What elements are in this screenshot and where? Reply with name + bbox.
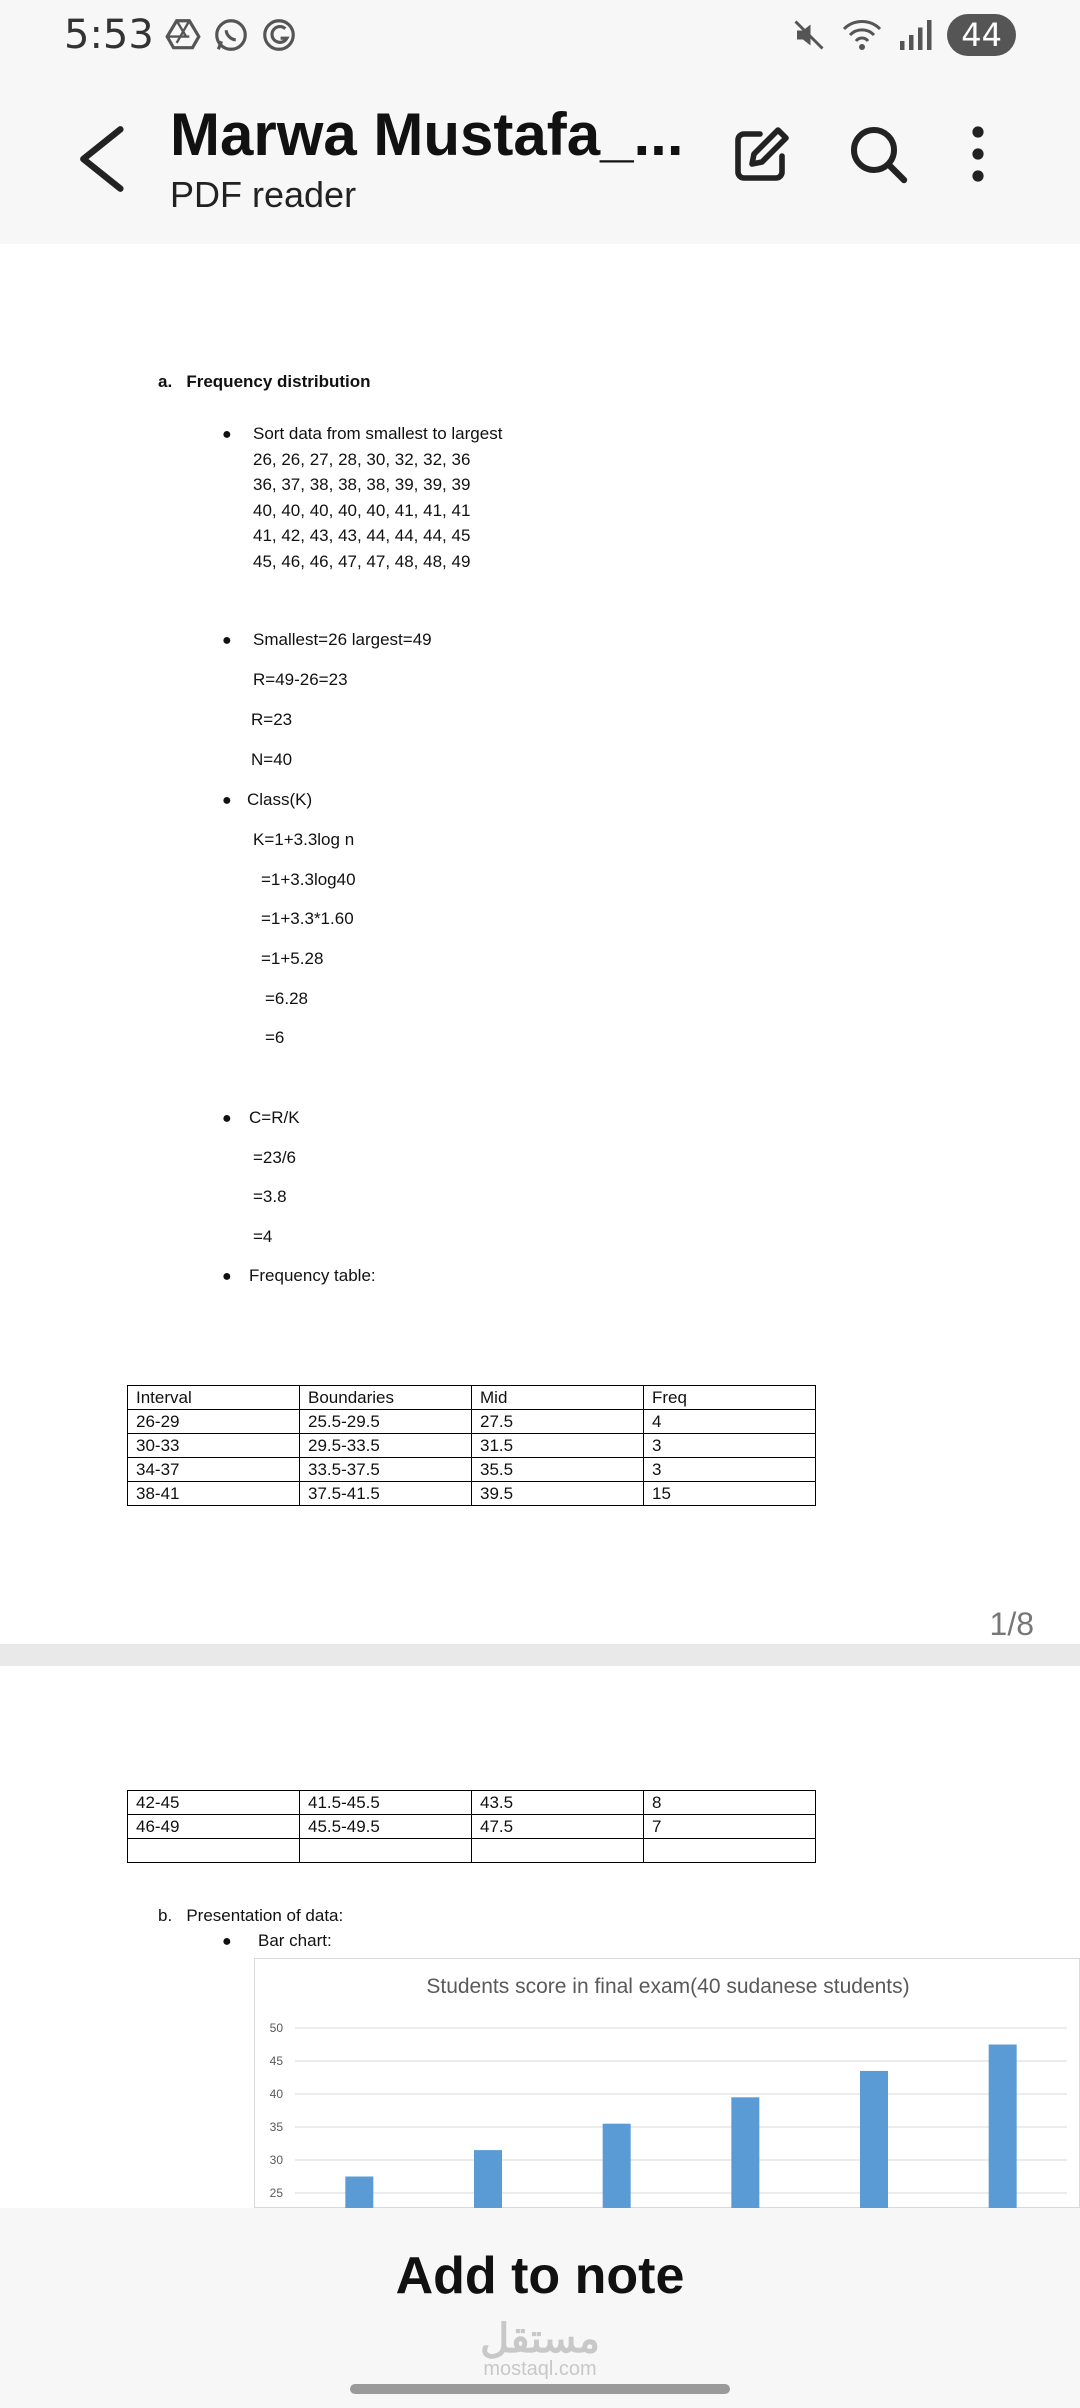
drive-icon [164,16,202,54]
mute-icon [791,17,827,53]
table-cell: 35.5 [472,1458,644,1482]
bar [731,2097,759,2209]
page-divider [0,1644,1080,1666]
bar [474,2150,502,2209]
table-cell: 3 [644,1434,816,1458]
table-cell [300,1839,472,1863]
search-icon[interactable] [846,122,910,186]
bottom-bar [0,2208,1080,2408]
sorted-line: 26, 26, 27, 28, 30, 32, 32, 36 [253,450,471,469]
grammarly-icon [260,16,298,54]
bar [860,2071,888,2209]
c-heading: C=R/K [249,1108,300,1127]
section-b-heading: b. Presentation of data: [158,1906,344,1925]
k-line: =1+5.28 [261,949,324,968]
add-to-note-button[interactable]: Add to note [395,2247,685,2305]
table-row [128,1434,816,1458]
pdf-page-1 [0,244,1080,1644]
table-cell: 37.5-41.5 [300,1482,472,1506]
signal-icon [897,17,933,53]
table-cell: 15 [644,1482,816,1506]
sorted-line: 40, 40, 40, 40, 40, 41, 41, 41 [253,501,471,520]
table-cell: 38-41 [128,1482,300,1506]
watermark-url: mostaql.com [483,2358,597,2380]
table-row [128,1839,816,1863]
table-header-row [128,1386,816,1410]
table-header-cell: Mid [472,1386,644,1410]
bullet: ● [222,1110,232,1127]
table-header-cell: Freq [644,1386,816,1410]
sorted-line: 41, 42, 43, 43, 44, 44, 44, 45 [253,526,471,545]
y-tick-label: 25 [269,2186,283,2200]
bullet: ● [222,632,232,649]
k-line: =6 [265,1028,285,1047]
c-line: =23/6 [253,1148,297,1167]
table-cell: 3 [644,1458,816,1482]
y-tick-label: 50 [269,2021,283,2035]
status-notification-icons [164,16,298,54]
table-row [128,1791,816,1815]
y-tick-label: 30 [269,2153,283,2167]
status-time: 5:53 [64,12,154,58]
section-a-heading: a. Frequency distribution [158,372,371,391]
watermark-arabic: مستقل [480,2317,600,2361]
frequency-table [127,1385,816,1506]
table-cell: 42-45 [128,1791,300,1815]
bar [603,2124,631,2209]
bar-chart-svg [255,1959,1080,2209]
c-line: =3.8 [253,1187,287,1206]
y-tick-label: 35 [269,2120,283,2134]
y-tick-label: 40 [269,2087,283,2101]
frequency-table-continued [127,1790,816,1863]
freq-table-heading: Frequency table: [249,1266,376,1285]
table-row [128,1458,816,1482]
table-row [128,1815,816,1839]
sort-heading: Sort data from smallest to largest [253,424,503,443]
more-icon[interactable] [946,122,1010,186]
k-line: K=1+3.3log n [253,830,355,849]
table-cell: 27.5 [472,1410,644,1434]
sorted-line: 36, 37, 38, 38, 38, 39, 39, 39 [253,475,471,494]
bar [989,2045,1017,2210]
home-indicator[interactable] [350,2384,730,2394]
class-heading: Class(K) [247,790,313,809]
table-cell: 8 [644,1791,816,1815]
bar-chart [254,1958,1080,2208]
table-header-cell: Interval [128,1386,300,1410]
page-indicator: 1/8 [989,1606,1034,1642]
status-system-icons [791,14,1016,56]
bar [345,2177,373,2210]
range-value: R=23 [251,710,293,729]
table-cell [472,1839,644,1863]
table-row [128,1410,816,1434]
table-row [128,1482,816,1506]
sorted-line: 45, 46, 46, 47, 47, 48, 48, 49 [253,552,471,571]
table-cell: 34-37 [128,1458,300,1482]
app-bar [0,72,1080,244]
n-value: N=40 [251,750,293,769]
watermark [0,2317,1080,2381]
k-line: =1+3.3*1.60 [261,909,354,928]
document-title: Marwa Mustafa_... [170,101,684,168]
back-icon[interactable] [70,122,130,196]
table-cell [128,1839,300,1863]
bar-chart-label: Bar chart: [258,1931,332,1950]
table-cell [644,1839,816,1863]
chart-title: Students score in final exam(40 sudanese students) [426,1975,910,1998]
whatsapp-icon [212,16,250,54]
table-cell: 31.5 [472,1434,644,1458]
table-cell: 26-29 [128,1410,300,1434]
y-tick-label: 45 [269,2054,283,2068]
edit-icon[interactable] [730,122,794,186]
bullet: ● [222,426,232,443]
table-cell: 4 [644,1410,816,1434]
bullet: ● [222,1933,232,1950]
app-subtitle: PDF reader [170,174,357,215]
c-line: =4 [253,1227,273,1246]
table-cell: 47.5 [472,1815,644,1839]
table-cell: 25.5-29.5 [300,1410,472,1434]
range-calc: R=49-26=23 [253,670,348,689]
wifi-icon [841,17,883,53]
bullet: ● [222,1268,232,1285]
table-cell: 33.5-37.5 [300,1458,472,1482]
k-line: =1+3.3log40 [261,870,356,889]
table-header-cell: Boundaries [300,1386,472,1410]
table-cell: 39.5 [472,1482,644,1506]
table-cell: 30-33 [128,1434,300,1458]
table-cell: 41.5-45.5 [300,1791,472,1815]
status-bar [0,0,1080,72]
table-cell: 45.5-49.5 [300,1815,472,1839]
table-cell: 7 [644,1815,816,1839]
bullet: ● [222,792,232,809]
table-cell: 43.5 [472,1791,644,1815]
table-cell: 46-49 [128,1815,300,1839]
battery-indicator: 44 [947,14,1016,56]
table-cell: 29.5-33.5 [300,1434,472,1458]
k-line: =6.28 [265,989,309,1008]
smallest-largest: Smallest=26 largest=49 [253,630,432,649]
